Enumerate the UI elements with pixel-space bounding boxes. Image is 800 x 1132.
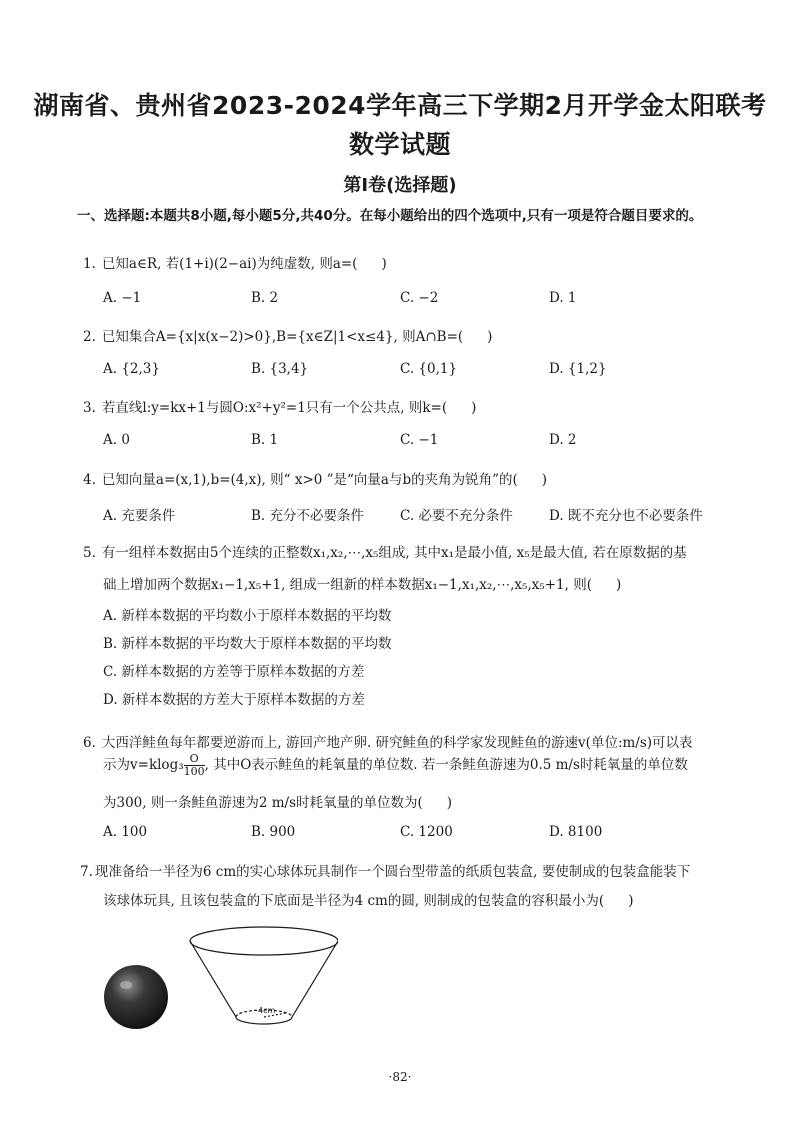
question-stem-continued: , 其中O表示鲑鱼的耗氧量的单位数. 若一条鲑鱼游速为0.5 m/s时耗氧量的单位数 [204, 757, 688, 773]
question-stem-continued: 础上增加两个数据x₁−1,x₅+1, 组成一组新的样本数据x₁−1,x₁,x₂,⋯,x₅,x₅+1, 则( [103, 577, 592, 593]
page-number: ·82· [388, 1070, 412, 1084]
volume-heading: 第Ⅰ卷(选择题) [343, 175, 457, 196]
option-b: B. 2 [251, 290, 279, 306]
question-number: 7. [80, 864, 93, 880]
exam-title-line2: 数学试题 [348, 130, 451, 159]
question-number: 1. [83, 256, 96, 272]
question-4 [83, 465, 733, 495]
question-stem: 现准备给一半径为6 cm的实心球体玩具制作一个圆台型带盖的纸质包装盒, 要使制成的包装盒能装下 [94, 864, 691, 880]
option-a: A. −1 [103, 290, 142, 306]
question-stem: 大西洋鲑鱼每年都要逆游而上, 游回产地产卵. 研究鲑鱼的科学家发现鲑鱼的游速v(单位:m/s)可以表 [101, 735, 693, 751]
option-d: D. 8100 [549, 824, 603, 840]
question-stem: 已知a∈R, 若(1+i)(2−ai)为纯虚数, 则a=( [101, 256, 358, 272]
question-5-line2 [103, 573, 621, 593]
question-6-line2 [103, 753, 688, 778]
option-c: C. 1200 [400, 824, 453, 840]
formula-prefix: 示为v=klog₃ [103, 757, 184, 773]
question-number: 5. [83, 545, 96, 561]
option-b: B. 1 [251, 432, 279, 448]
question-close: ) [487, 329, 493, 345]
question-number: 4. [83, 472, 96, 488]
option-a: A. 0 [103, 432, 130, 448]
option-a: A. 新样本数据的平均数小于原样本数据的平均数 [103, 608, 392, 624]
question-1 [83, 249, 733, 279]
question-7-line2 [103, 889, 633, 909]
option-c: C. {0,1} [400, 361, 458, 377]
question-7 [80, 857, 730, 887]
option-c: C. 必要不充分条件 [400, 508, 513, 524]
question-stem-continued: 为300, 则一条鲑鱼游速为2 m/s时耗氧量的单位数为( [103, 795, 423, 811]
section-heading: 一、选择题:本题共8小题,每小题5分,共40分。在每小题给出的四个选项中,只有一项是符合题目要求的。 [77, 208, 703, 224]
option-c: C. −2 [400, 290, 439, 306]
question-number: 6. [83, 735, 96, 751]
option-a: A. {2,3} [103, 361, 160, 377]
question-5 [83, 538, 733, 568]
option-d: D. 新样本数据的方差大于原样本数据的方差 [103, 692, 365, 708]
question-number: 2. [83, 329, 96, 345]
option-c: C. −1 [400, 432, 439, 448]
sphere-and-frustum-figure [98, 925, 338, 1035]
option-d: D. {1,2} [549, 361, 607, 377]
fraction-numerator: O [184, 753, 205, 766]
question-stem: 已知向量a=(x,1),b=(4,x), 则“ x>0 ”是“向量a与b的夹角为锐角”的( [101, 472, 518, 488]
bottom-radius-label: 4cm [258, 1006, 276, 1015]
question-6-line3 [103, 791, 452, 811]
question-stem-continued: 该球体玩具, 且该包装盒的下底面是半径为4 cm的圆, 则制成的包装盒的容积最小为( [103, 893, 605, 909]
option-b: B. 新样本数据的平均数大于原样本数据的平均数 [103, 636, 392, 652]
question-stem: 已知集合A={x|x(x−2)>0},B={x∈Z|1<x≤4}, 则A∩B=( [101, 329, 464, 345]
question-stem: 有一组样本数据由5个连续的正整数x₁,x₂,⋯,x₅组成, 其中x₁是最小值, x₅是最大值, 若在原数据的基 [101, 545, 687, 561]
option-d: D. 既不充分也不必要条件 [549, 508, 703, 524]
option-b: B. 充分不必要条件 [251, 508, 365, 524]
option-a: A. 充要条件 [103, 508, 176, 524]
question-close: ) [541, 472, 548, 488]
question-close: ) [471, 400, 477, 416]
question-close: ) [446, 795, 453, 811]
question-number: 3. [83, 400, 96, 416]
question-3 [83, 393, 733, 423]
exam-title-line1: 湖南省、贵州省2023-2024学年高三下学期2月开学金太阳联考 [33, 91, 767, 120]
option-a: A. 100 [103, 824, 148, 840]
option-b: B. 900 [251, 824, 296, 840]
question-2 [83, 322, 733, 352]
question-stem: 若直线l:y=kx+1与圆O:x²+y²=1只有一个公共点, 则k=( [101, 400, 448, 416]
option-b: B. {3,4} [251, 361, 309, 377]
option-d: D. 2 [549, 432, 577, 448]
question-close: ) [615, 577, 622, 593]
question-close: ) [628, 893, 634, 909]
fraction-denominator: 100 [183, 765, 205, 778]
option-d: D. 1 [549, 290, 577, 306]
sphere-toy [104, 965, 168, 1029]
option-c: C. 新样本数据的方差等于原样本数据的方差 [103, 664, 365, 680]
question-close: ) [381, 256, 387, 272]
fraction [184, 753, 205, 778]
